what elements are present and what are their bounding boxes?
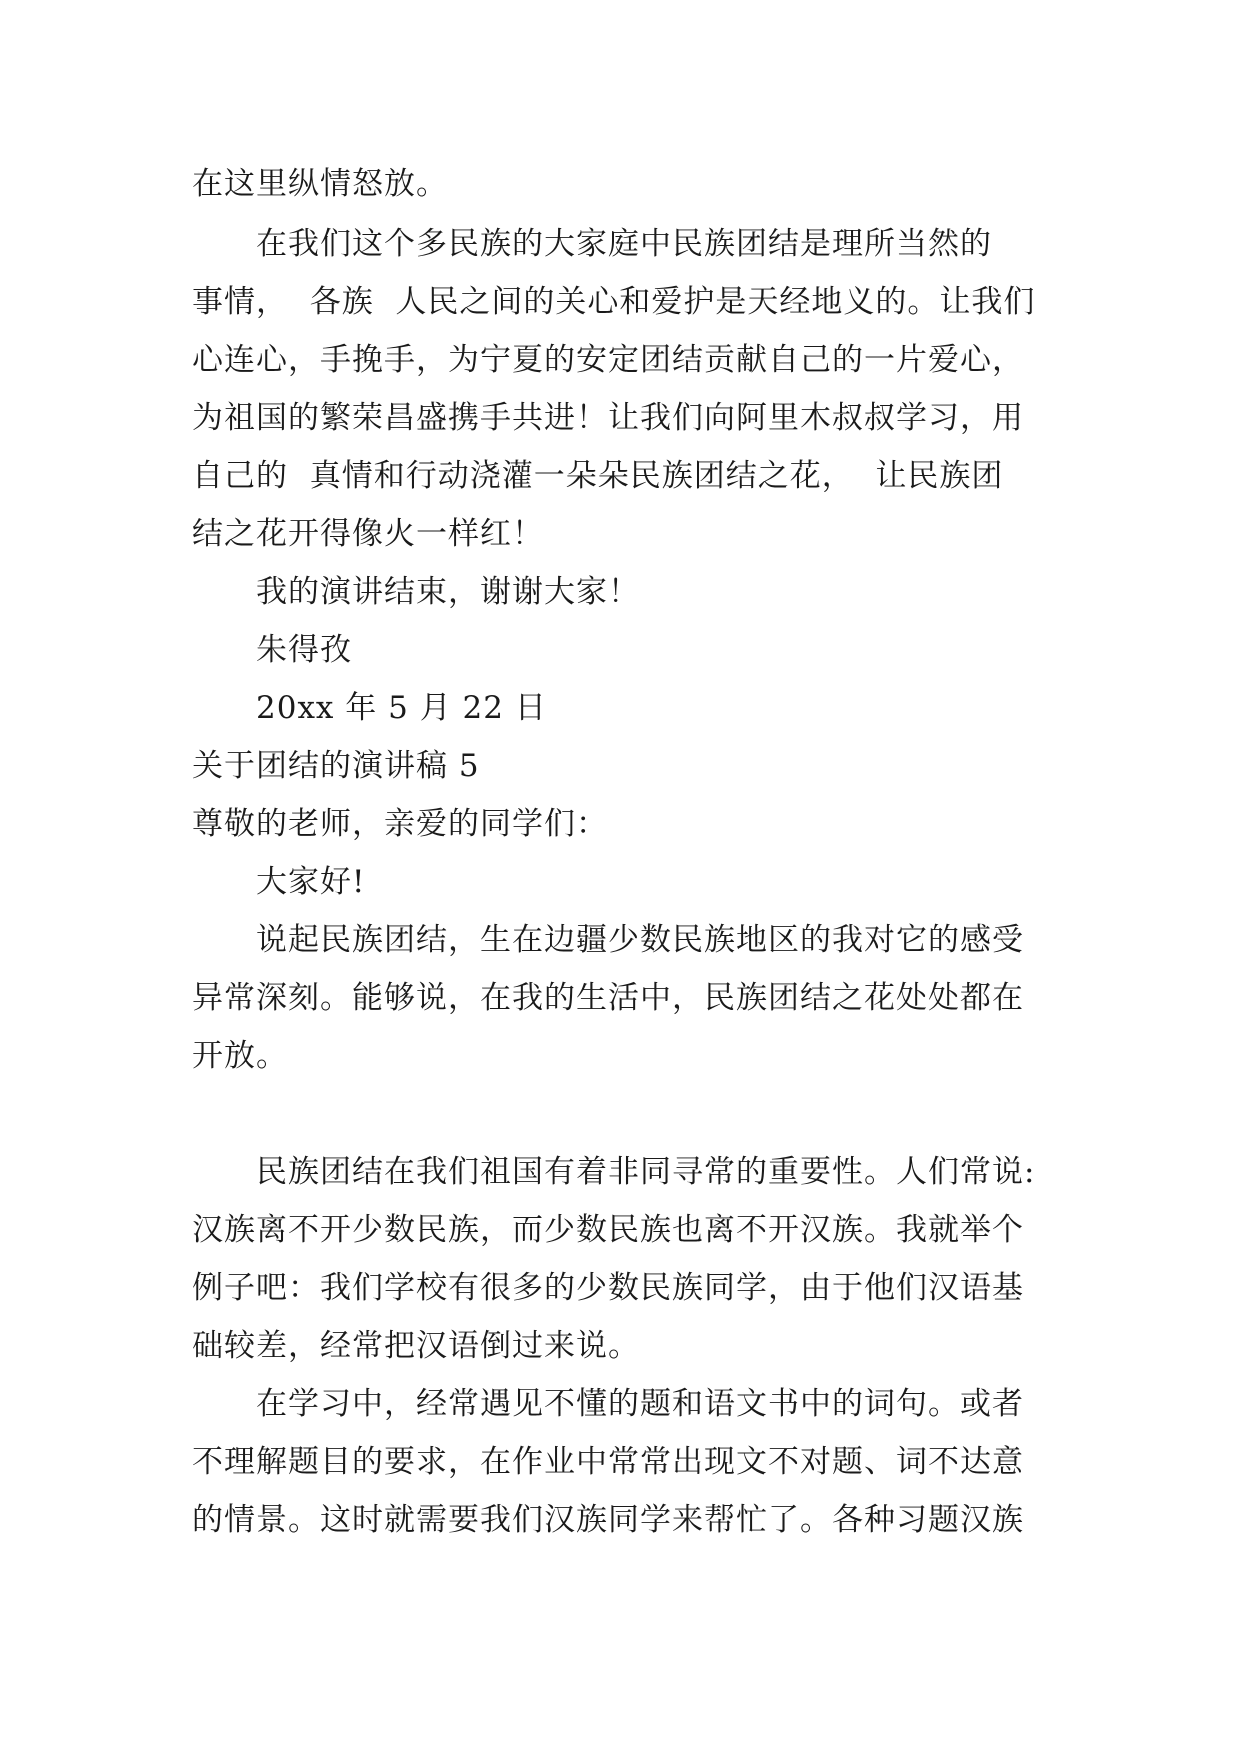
text-line: 异常深刻。能够说，在我的生活中，民族团结之花处处都在 [192,980,1024,1016]
closing-remark: 我的演讲结束，谢谢大家！ [256,574,640,610]
greeting: 大家好! [256,864,366,900]
paragraph-start-line: 民族团结在我们祖国有着非同寻常的重要性。人们常说: [256,1154,1036,1190]
text-line: 不理解题目的要求，在作业中常常出现文不对题、词不达意 [192,1444,1024,1480]
date-line: 20xx 年 5 月 22 日 [256,690,547,726]
paragraph-start-line: 说起民族团结，生在边疆少数民族地区的我对它的感受 [256,922,1024,958]
text-line: 结之花开得像火一样红！ [192,516,544,552]
text-line: 汉族离不开少数民族，而少数民族也离不开汉族。我就举个 [192,1212,1024,1248]
paragraph-start-line: 在我们这个多民族的大家庭中民族团结是理所当然的 [256,226,992,262]
paragraph-start-line: 在学习中，经常遇见不懂的题和语文书中的词句。或者 [256,1386,1024,1422]
text-line: 心连心，手挽手，为宁夏的安定团结贡献自己的一片爱心， [192,342,1024,378]
salutation: 尊敬的老师，亲爱的同学们： [192,806,608,842]
text-line: 的情景。这时就需要我们汉族同学来帮忙了。各种习题汉族 [192,1502,1024,1538]
text-line: 在这里纵情怒放。 [192,166,448,202]
text-line: 例子吧：我们学校有很多的少数民族同学，由于他们汉语基 [192,1270,1024,1306]
text-line: 自己的 真情和行动浇灌一朵朵民族团结之花， 让民族团 [192,458,1004,494]
section-title: 关于团结的演讲稿 5 [192,748,480,784]
text-line: 开放。 [192,1038,288,1074]
text-line: 础较差，经常把汉语倒过来说。 [192,1328,640,1364]
text-line: 为祖国的繁荣昌盛携手共进！让我们向阿里木叔叔学习，用 [192,400,1024,436]
text-line: 事情， 各族 人民之间的关心和爱护是天经地义的。让我们 [192,284,1036,320]
author-name: 朱得孜 [256,632,352,668]
